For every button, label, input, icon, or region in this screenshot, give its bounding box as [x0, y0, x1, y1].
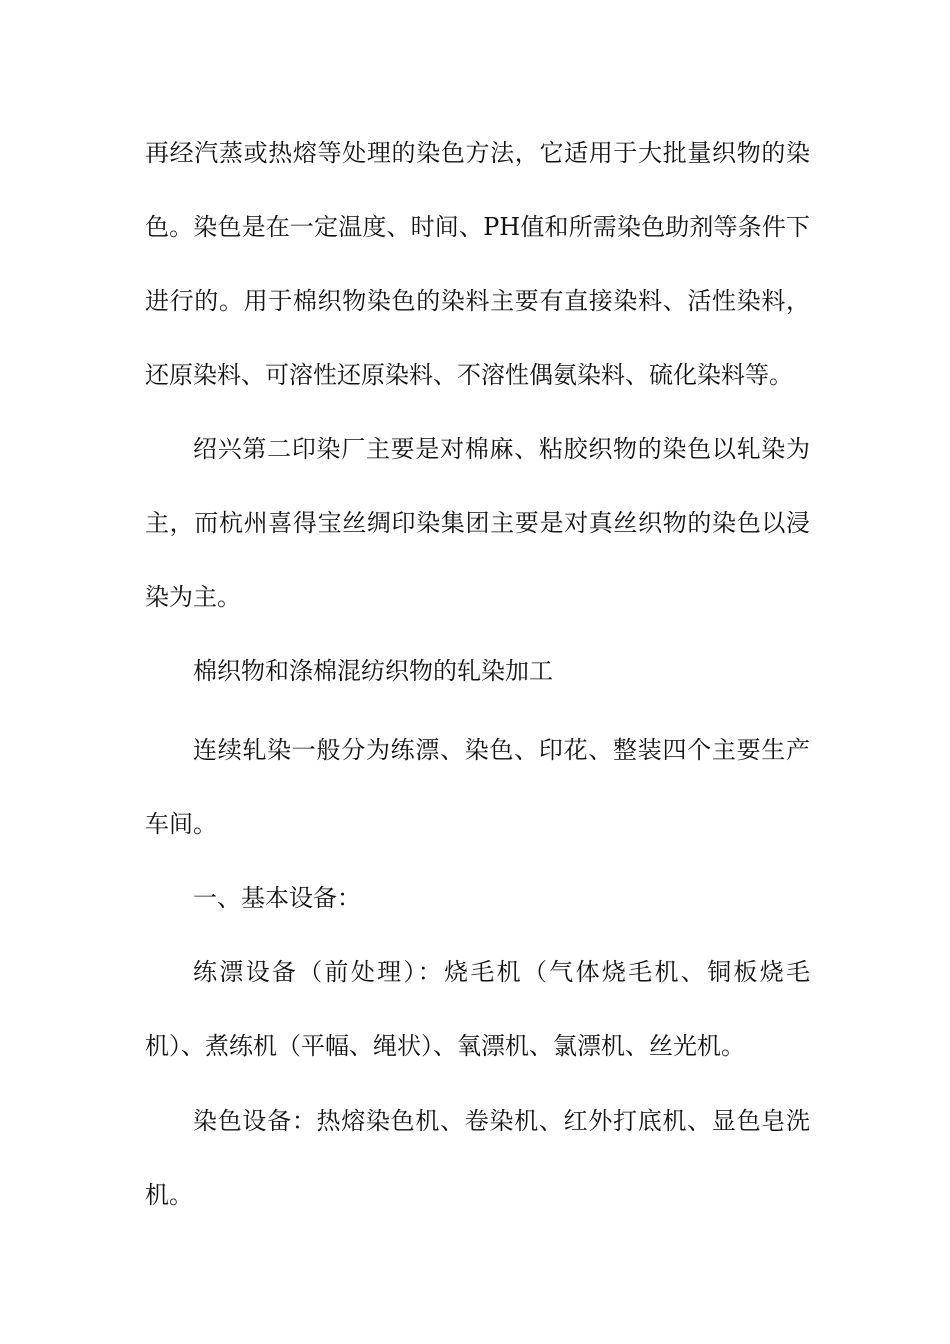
- text-line: 连续轧染一般分为练漂、染色、印花、整装四个主要生产: [193, 736, 810, 764]
- text-line: 染色设备：热熔染色机、卷染机、红外打底机、显色皂洗: [193, 1107, 810, 1135]
- text-line: 练漂设备（前处理）：烧毛机（气体烧毛机、铜板烧毛: [193, 958, 810, 986]
- text-line: 车间。: [145, 810, 217, 838]
- text-line: 主，而杭州喜得宝丝绸印染集团主要是对真丝织物的染色以浸: [145, 509, 810, 537]
- text-line: 色。染色是在一定温度、时间、PH值和所需染色助剂等条件下: [145, 213, 810, 241]
- text-line: 染为主。: [145, 583, 241, 611]
- text-line: 还原染料、可溶性还原染料、不溶性偶氨染料、硫化染料等。: [145, 361, 793, 389]
- text-line: 绍兴第二印染厂主要是对棉麻、粘胶织物的染色以轧染为: [193, 435, 810, 463]
- section-heading: 棉织物和涤棉混纺织物的轧染加工: [193, 657, 553, 685]
- text-line: 机）、煮练机（平幅、绳状）、氧漂机、氯漂机、丝光机。: [145, 1032, 745, 1060]
- list-heading: 一、基本设备：: [193, 884, 361, 912]
- text-line: 机。: [145, 1181, 193, 1209]
- text-line: 进行的。用于棉织物染色的染料主要有直接染料、活性染料，: [145, 287, 810, 315]
- text-line: 再经汽蒸或热熔等处理的染色方法，它适用于大批量织物的染: [145, 139, 810, 167]
